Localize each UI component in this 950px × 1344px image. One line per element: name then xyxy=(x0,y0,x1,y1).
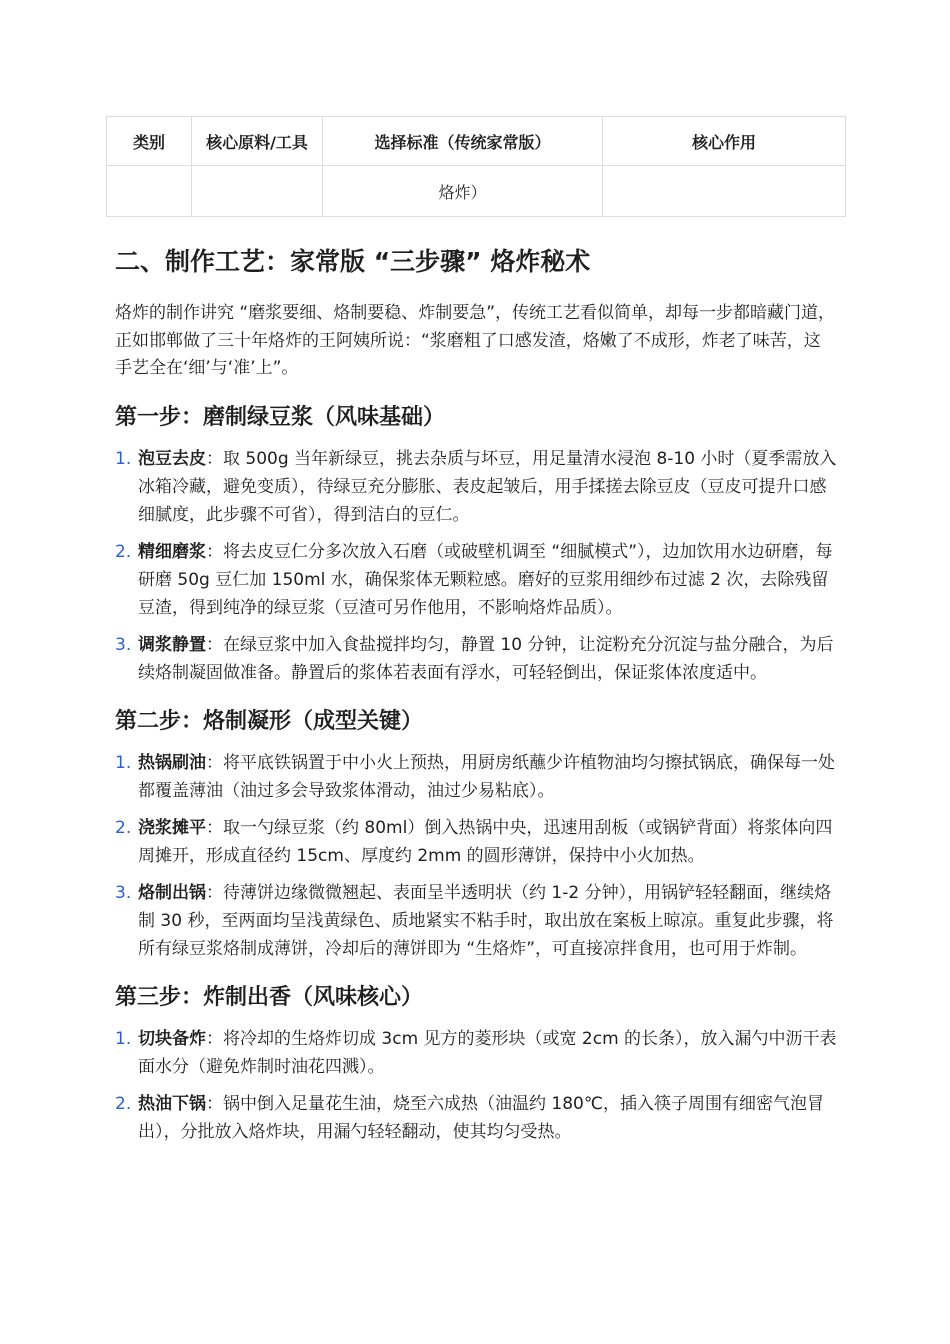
list-number: 1. xyxy=(115,752,132,773)
list-item xyxy=(115,445,837,529)
step-heading: 第一步：磨制绿豆浆（风味基础） xyxy=(115,404,446,430)
list-item xyxy=(115,631,837,687)
table-cell xyxy=(192,166,323,217)
list-item-lead: 泡豆去皮 xyxy=(138,448,206,469)
list-number: 2. xyxy=(115,541,132,562)
table-cell xyxy=(603,166,846,217)
list-number: 1. xyxy=(115,1028,132,1049)
step-heading: 第二步：烙制凝形（成型关键） xyxy=(115,708,424,734)
table-header-category: 类别 xyxy=(107,117,192,166)
list-number: 3. xyxy=(115,634,132,655)
list-number: 3. xyxy=(115,882,132,903)
section-intro: 烙炸的制作讲究 “磨浆要细、烙制要稳、炸制要急”，传统工艺看似简单，却每一步都暗藏门道，正如邯郸做了三十年烙炸的王阿姨所说：“浆磨粗了口感发渣，烙嫩了不成形，炸老了味苦，这手艺全在‘细’与‘准’上”。 xyxy=(115,303,836,378)
list-item-text: ：锅中倒入足量花生油，烧至六成热（油温约 180℃，插入筷子周围有细密气泡冒出），分批放入烙炸块，用漏勺轻轻翻动，使其均匀受热。 xyxy=(138,1093,824,1142)
list-item-lead: 调浆静置 xyxy=(138,634,206,655)
list-item xyxy=(115,814,837,870)
list-item-text: ：取 500g 当年新绿豆，挑去杂质与坏豆，用足量清水浸泡 8-10 小时（夏季需放入冰箱冷藏，避免变质），待绿豆充分膨胀、表皮起皱后，用手揉搓去除豆皮（豆皮可提升口感细腻度，此步骤不可省），得到洁白的豆仁。 xyxy=(138,448,837,525)
table-row xyxy=(107,166,846,217)
list-number: 1. xyxy=(115,448,132,469)
list-item-text: ：将冷却的生烙炸切成 3cm 见方的菱形块（或宽 2cm 的长条），放入漏勺中沥干表面水分（避免炸制时油花四溅）。 xyxy=(138,1028,837,1077)
list-item xyxy=(115,1090,837,1146)
step-heading: 第三步：炸制出香（风味核心） xyxy=(115,984,424,1010)
table-cell xyxy=(107,166,192,217)
list-item xyxy=(115,538,837,622)
list-item-lead: 切块备炸 xyxy=(138,1028,206,1049)
list-item-lead: 热锅刷油 xyxy=(138,752,206,773)
list-item-text: ：待薄饼边缘微微翘起、表面呈半透明状（约 1-2 分钟），用锅铲轻轻翻面，继续烙制 30 秒，至两面均呈浅黄绿色、质地紧实不粘手时，取出放在案板上晾凉。重复此步骤，将所有绿豆浆烙制成薄饼，冷却后的薄饼即为 “生烙炸”，可直接凉拌食用，也可用于炸制。 xyxy=(138,882,834,959)
section-title: 二、制作工艺：家常版 “三步骤” 烙炸秘术 xyxy=(115,247,591,276)
list-item xyxy=(115,1025,837,1081)
ingredient-table xyxy=(106,116,846,217)
list-item-text: ：将去皮豆仁分多次放入石磨（或破壁机调至 “细腻模式”），边加饮用水边研磨，每研磨 50g 豆仁加 150ml 水，确保浆体无颗粒感。磨好的豆浆用细纱布过滤 2 次，去除残留豆渣，得到纯净的绿豆浆（豆渣可另作他用，不影响烙炸品质）。 xyxy=(138,541,833,618)
table-header-role: 核心作用 xyxy=(603,117,846,166)
list-number: 2. xyxy=(115,817,132,838)
table-header-criteria: 选择标准（传统家常版） xyxy=(323,117,603,166)
step-list xyxy=(115,749,837,963)
list-item-lead: 精细磨浆 xyxy=(138,541,206,562)
list-item-lead: 烙制出锅 xyxy=(138,882,206,903)
list-item-lead: 热油下锅 xyxy=(138,1093,206,1114)
list-item-text: ：在绿豆浆中加入食盐搅拌均匀，静置 10 分钟，让淀粉充分沉淀与盐分融合，为后续烙制凝固做准备。静置后的浆体若表面有浮水，可轻轻倒出，保证浆体浓度适中。 xyxy=(138,634,834,683)
table-header-row xyxy=(107,117,846,166)
list-item xyxy=(115,749,837,805)
table-cell: 烙炸） xyxy=(323,166,603,217)
main-content xyxy=(115,240,837,1155)
list-item xyxy=(115,879,837,963)
list-item-text: ：取一勺绿豆浆（约 80ml）倒入热锅中央，迅速用刮板（或锅铲背面）将浆体向四周摊开，形成直径约 15cm、厚度约 2mm 的圆形薄饼，保持中小火加热。 xyxy=(138,817,833,866)
step-list xyxy=(115,445,837,687)
list-item-text: ：将平底铁锅置于中小火上预热，用厨房纸蘸少许植物油均匀擦拭锅底，确保每一处都覆盖薄油（油过多会导致浆体滑动，油过少易粘底）。 xyxy=(138,752,835,801)
list-number: 2. xyxy=(115,1093,132,1114)
table-header-ingredient: 核心原料/工具 xyxy=(192,117,323,166)
step-list xyxy=(115,1025,837,1146)
list-item-lead: 浇浆摊平 xyxy=(138,817,206,838)
